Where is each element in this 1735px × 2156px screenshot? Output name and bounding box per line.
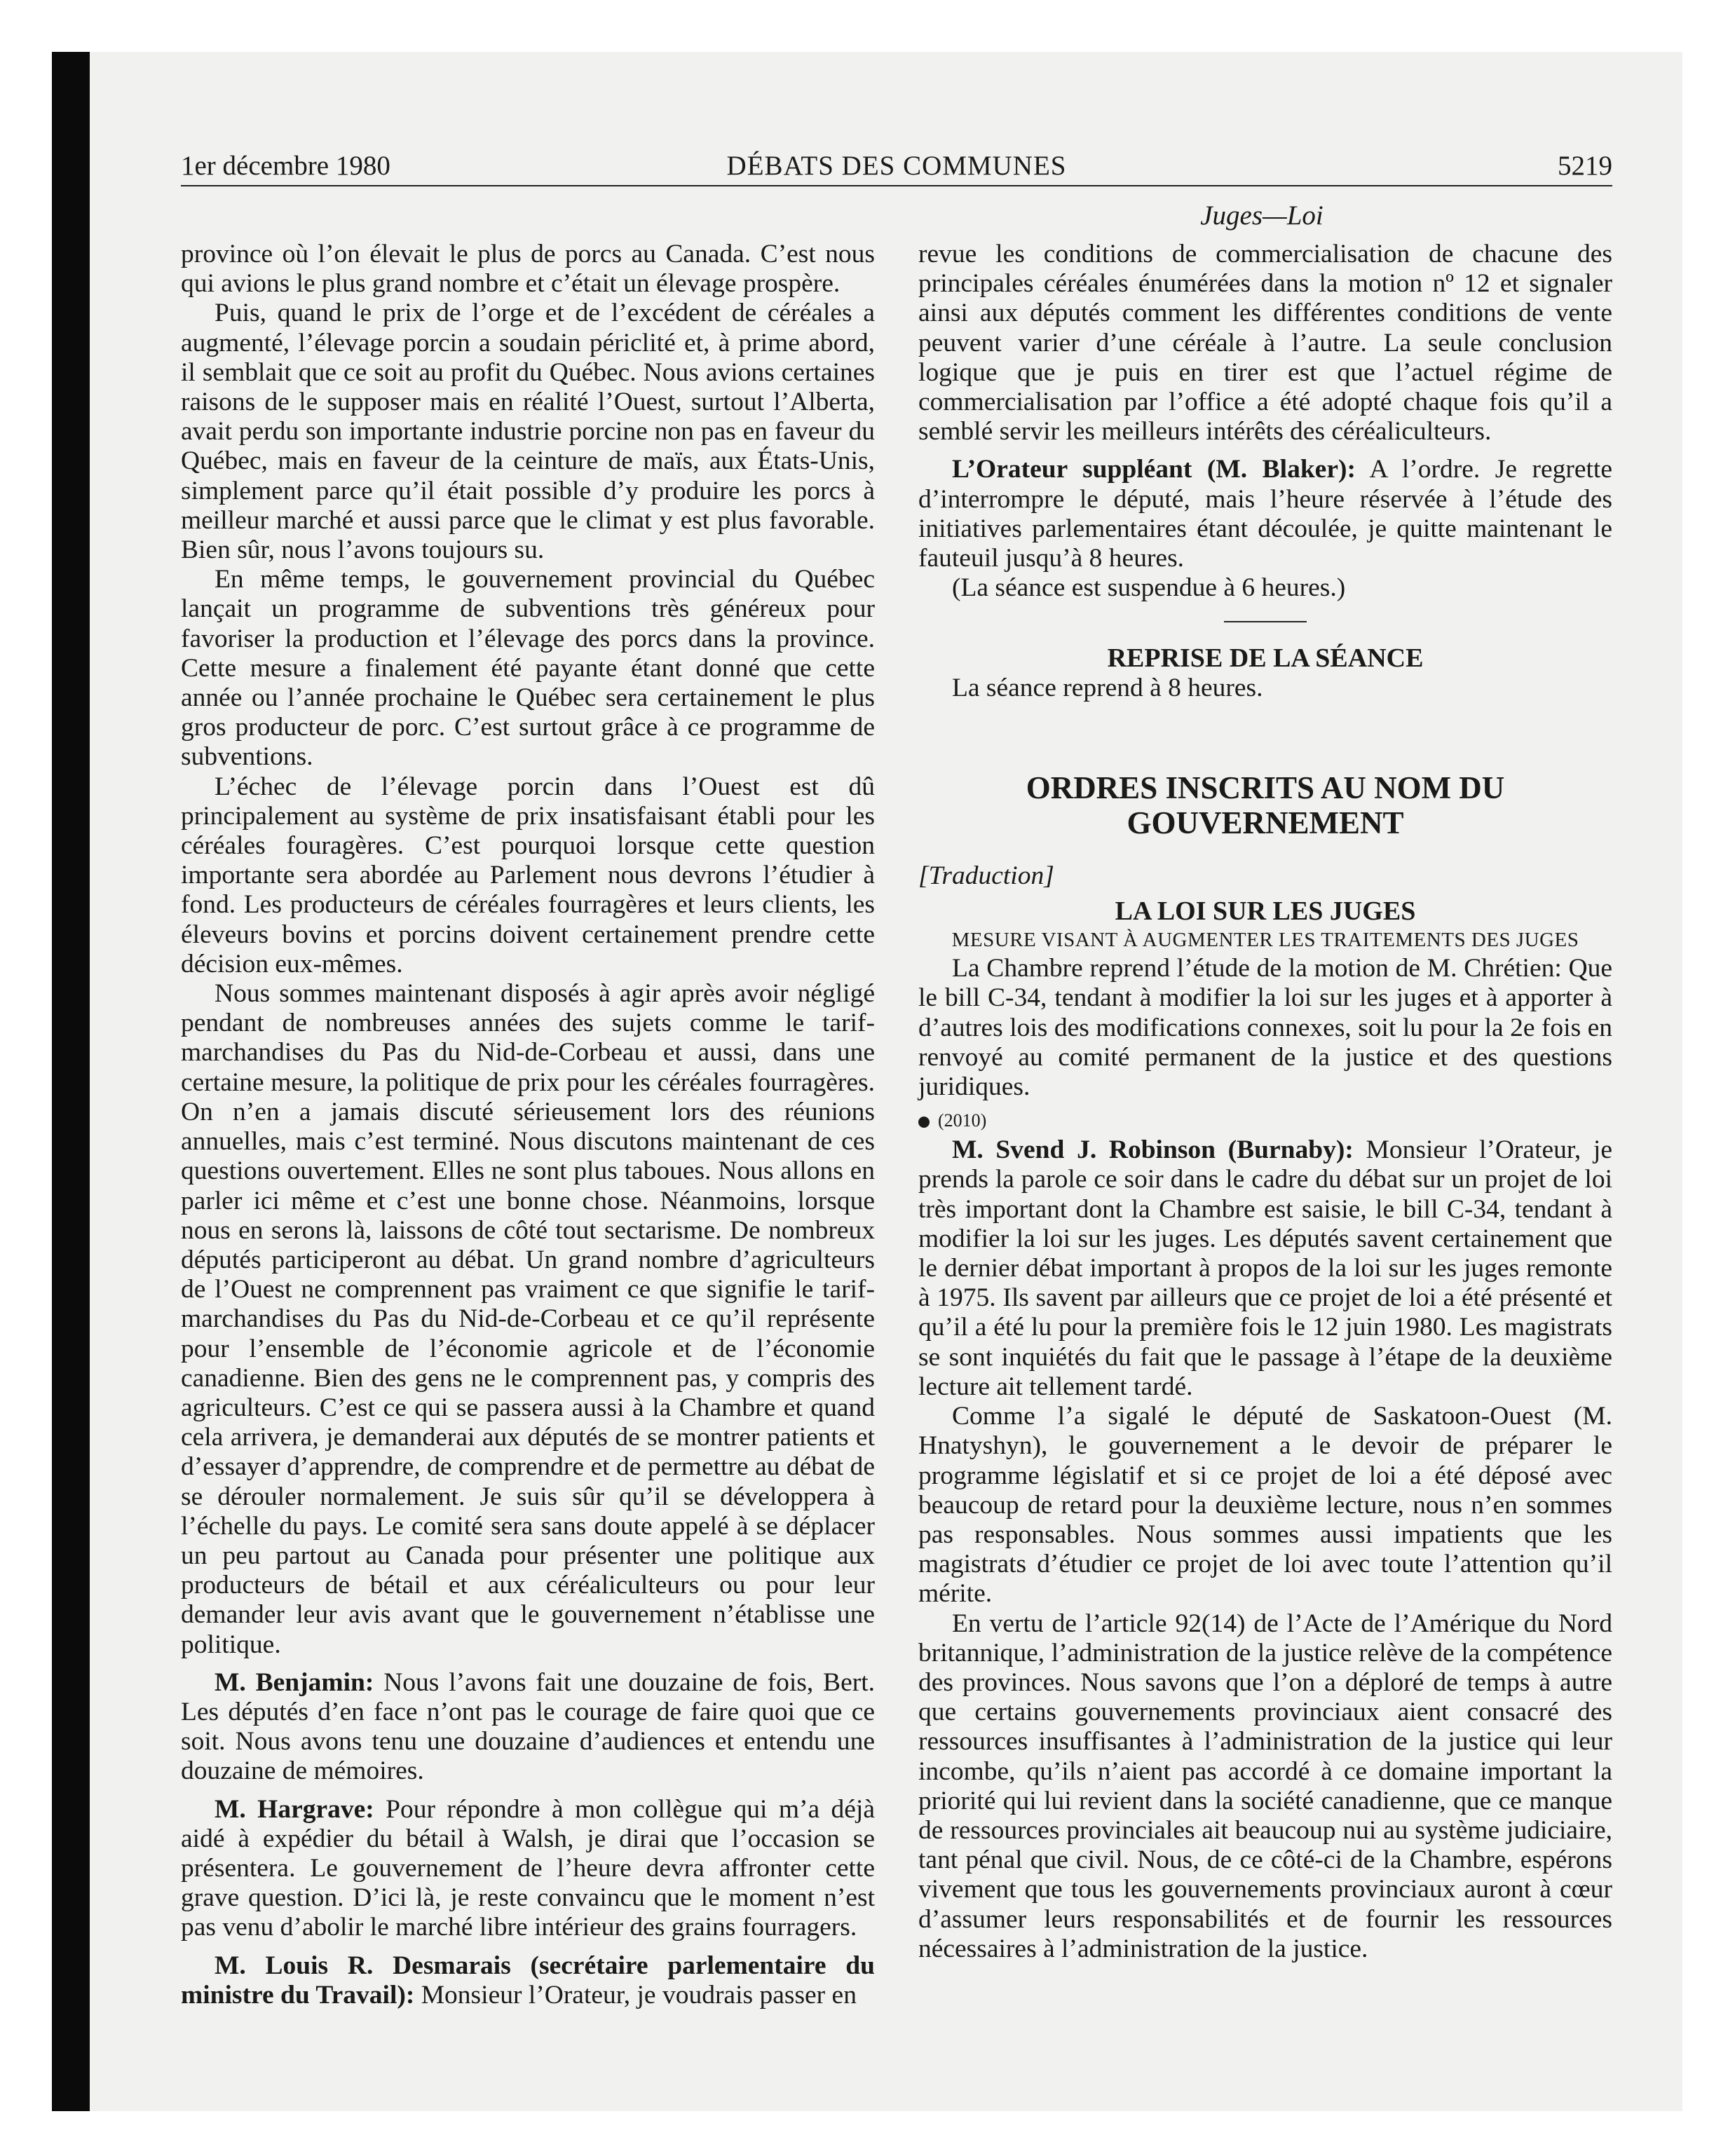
- section-subheader: Juges—Loi: [1200, 200, 1324, 231]
- paragraph: En vertu de l’article 92(14) de l’Acte de l’Amérique du Nord britannique, l’administration de la justice relève de la compétence des provinces. Nous savons que l’on a déploré de temps à autre que certains gouvernements provinciaux aient consacré des ressources insuffisantes à l’administration de la justice qui leur incombe, qu’ils n’aient pas accordé à ce domaine important la priorité qui lui revient dans la société canadienne, que ce manque de ressources provinciales ait beaucoup nui au système judiciaire, tant pénal que civil. Nous, de ce côté-ci de la Chambre, espérons vivement que tous les gouvernements provinciaux auront à cœur d’assumer leurs responsabilités et de fournir les ressources nécessaires à l’administration de la justice.: [918, 1609, 1612, 1963]
- speaker-name: M. Svend J. Robinson (Burnaby):: [952, 1135, 1354, 1165]
- timestamp: (2010): [918, 1106, 1612, 1135]
- speech-desmarais: M. Louis R. Desmarais (secrétaire parlementaire du ministre du Travail): Monsieur l’Orateur, je voudrais passer en: [181, 1951, 875, 2010]
- paragraph: L’échec de l’élevage porcin dans l’Ouest est dû principalement au système de prix insatisfaisant établi pour les céréales fouragères. C’est pourquoi lorsque cette question importante sera abordée au Parlement nous devrons l’étudier à fond. Les producteurs de céréales fourragères et leurs clients, les éleveurs bovins et porcins doivent certainement prendre cette décision eux-mêmes.: [181, 772, 875, 978]
- speaker-name: M. Benjamin:: [215, 1667, 374, 1697]
- right-column: [918, 240, 1612, 1964]
- paragraph: revue les conditions de commercialisation de chacune des principales céréales énumérées dans la motion nº 12 et signaler ainsi aux députés comment les différentes conditions de vente peuvent varier d’une céréale à l’autre. La seule conclusion logique que je puis en tirer est que l’actuel régime de commercialisation par l’office a été adopté chaque fois qu’il a semblé servir les meilleurs intérêts des céréaliculteurs.: [918, 240, 1612, 446]
- paragraph: Comme l’a sigalé le député de Saskatoon-Ouest (M. Hnatyshyn), le gouvernement a le devoir de préparer le programme législatif et si ce projet de loi a été déposé avec beaucoup de retard pour la deuxième lecture, nous n’en sommes pas responsables. Nous sommes aussi impatients que les magistrats d’étudier ce projet de loi avec toute l’attention qu’il mérite.: [918, 1402, 1612, 1609]
- translation-tag: [Traduction]: [918, 861, 1054, 890]
- orders-heading: ORDRES INSCRITS AU NOM DU GOUVERNEMENT: [1026, 770, 1505, 840]
- paragraph: province où l’on élevait le plus de porcs au Canada. C’est nous qui avions le plus grand nombre et c’était un élevage prospère.: [181, 240, 875, 299]
- page-number: 5219: [1558, 151, 1612, 181]
- paragraph: En même temps, le gouvernement provincial du Québec lançait un programme de subventions très généreux pour favoriser la production et l’élevage des porcs dans la province. Cette mesure a finalement été payante étant donné que cette année ou l’année prochaine le Québec sera certainement le plus gros producteur de porc. C’est surtout grâce à ce programme de subventions.: [181, 565, 875, 772]
- bill-subheading: MESURE VISANT À AUGMENTER LES TRAITEMENTS DES JUGES: [951, 929, 1579, 952]
- speech-benjamin: M. Benjamin: Nous l’avons fait une douzaine de fois, Bert. Les députés d’en face n’ont pas le courage de faire quoi que ce soit. Nous avons tenu une douzaine d’audiences et entendu une douzaine de mémoires.: [181, 1667, 875, 1786]
- bill-heading: LA LOI SUR LES JUGES: [1115, 896, 1416, 927]
- scan-edge-shadow: [52, 52, 90, 2111]
- section-divider: [1224, 621, 1307, 622]
- reprise-heading: REPRISE DE LA SÉANCE: [1107, 643, 1424, 674]
- speech-robinson: M. Svend J. Robinson (Burnaby): Monsieur l’Orateur, je prends la parole ce soir dans le cadre du débat sur un projet de loi très important dont la Chambre est saisie, le bill C-34, tendant à modifier la loi sur les juges. Les députés savent certainement que le dernier débat important à propos de la loi sur les juges remonte à 1975. Ils savent par ailleurs que ce projet de loi a été présenté et qu’il a été lu pour la première fois le 12 juin 1980. Les magistrats se sont inquiétés du fait que le passage à l’étape de la deuxième lecture ait tellement tardé.: [918, 1135, 1612, 1401]
- left-column: [181, 240, 875, 2010]
- speech-hargrave: M. Hargrave: Pour répondre à mon collègue qui m’a déjà aidé à expédier du bétail à Walsh, je dirai que l’occasion se présentera. Le gouvernement de l’heure devra affronter cette grave question. D’ici là, je reste convaincu que le moment n’est pas venu d’abolir le marché libre intérieur des grains fourragers.: [181, 1794, 875, 1942]
- speaker-name: M. Louis R. Desmarais (secrétaire parlementaire du ministre du Travail):: [181, 1951, 875, 2010]
- reprise-text: La séance reprend à 8 heures.: [952, 673, 1263, 702]
- header-title: DÉBATS DES COMMUNES: [726, 151, 1067, 181]
- speaker-name: L’Orateur suppléant (M. Blaker):: [952, 455, 1356, 484]
- bullet-icon: [918, 1117, 930, 1128]
- motion-paragraph: La Chambre reprend l’étude de la motion de M. Chrétien: Que le bill C-34, tendant à modifier la loi sur les juges et à apporter à d’autres lois des modifications connexes, soit lu pour la 2e fois en renvoyé au comité permanent de la justice et des questions juridiques.: [918, 954, 1612, 1102]
- header-date: 1er décembre 1980: [181, 151, 390, 181]
- suspension-note: (La séance est suspendue à 6 heures.): [952, 573, 1346, 603]
- paragraph: Nous sommes maintenant disposés à agir après avoir négligé pendant de nombreuses années des sujets comme le tarif-marchandises du Pas du Nid-de-Corbeau et aussi, dans une certaine mesure, la politique de prix pour les céréales fourragères. On n’en a jamais discuté sérieusement lors des réunions annuelles, mais c’est terminé. Nous discutons maintenant de ces questions ouvertement. Elles ne sont plus taboues. Nous allons en parler ici même et c’est une bonne chose. Néanmoins, lorsque nous en serons là, laissons de côté tout sectarisme. De nombreux députés participeront au débat. Un grand nombre d’agriculteurs de l’Ouest ne comprennent pas vraiment ce que signifie le tarif-marchandises du Pas du Nid-de-Corbeau et ce qu’il représente pour l’ensemble de l’économie agricole et de l’économie canadienne. Bien des gens ne le comprennent pas, y compris des agriculteurs. C’est ce qui se passera aussi à la Chambre et quand cela arrivera, je demanderai aux députés de se montrer patients et d’essayer d’apprendre, de comprendre et de permettre au débat de se dérouler normalement. Je suis sûr qu’il se développera à l’échelle du pays. Le comité sera sans doute appelé à se déplacer un peu partout au Canada pour présenter une politique aux producteurs de bétail et aux céréaliculteurs ou pour leur demander leur avis avant que le gouvernement n’établisse une politique.: [181, 979, 875, 1659]
- speech-orateur: L’Orateur suppléant (M. Blaker): A l’ordre. Je regrette d’interrompre le député, mais l’heure réservée à l’étude des initiatives parlementaires étant découlée, je quitte maintenant le fauteuil jusqu’à 8 heures.: [918, 455, 1612, 573]
- paragraph: Puis, quand le prix de l’orge et de l’excédent de céréales a augmenté, l’élevage porcin a soudain périclité et, à prime abord, il semblait que ce soit au profit du Québec. Nous avions certaines raisons de le supposer mais en réalité l’Ouest, surtout l’Alberta, avait perdu son importante industrie porcine non pas en faveur du Québec, mais en faveur de la ceinture de maïs, aux États-Unis, simplement parce qu’il était possible d’y produire les porcs à meilleur marché et aussi parce que le climat y est plus favorable. Bien sûr, nous l’avons toujours su.: [181, 299, 875, 565]
- page-header: [181, 150, 1612, 186]
- speaker-name: M. Hargrave:: [215, 1794, 374, 1824]
